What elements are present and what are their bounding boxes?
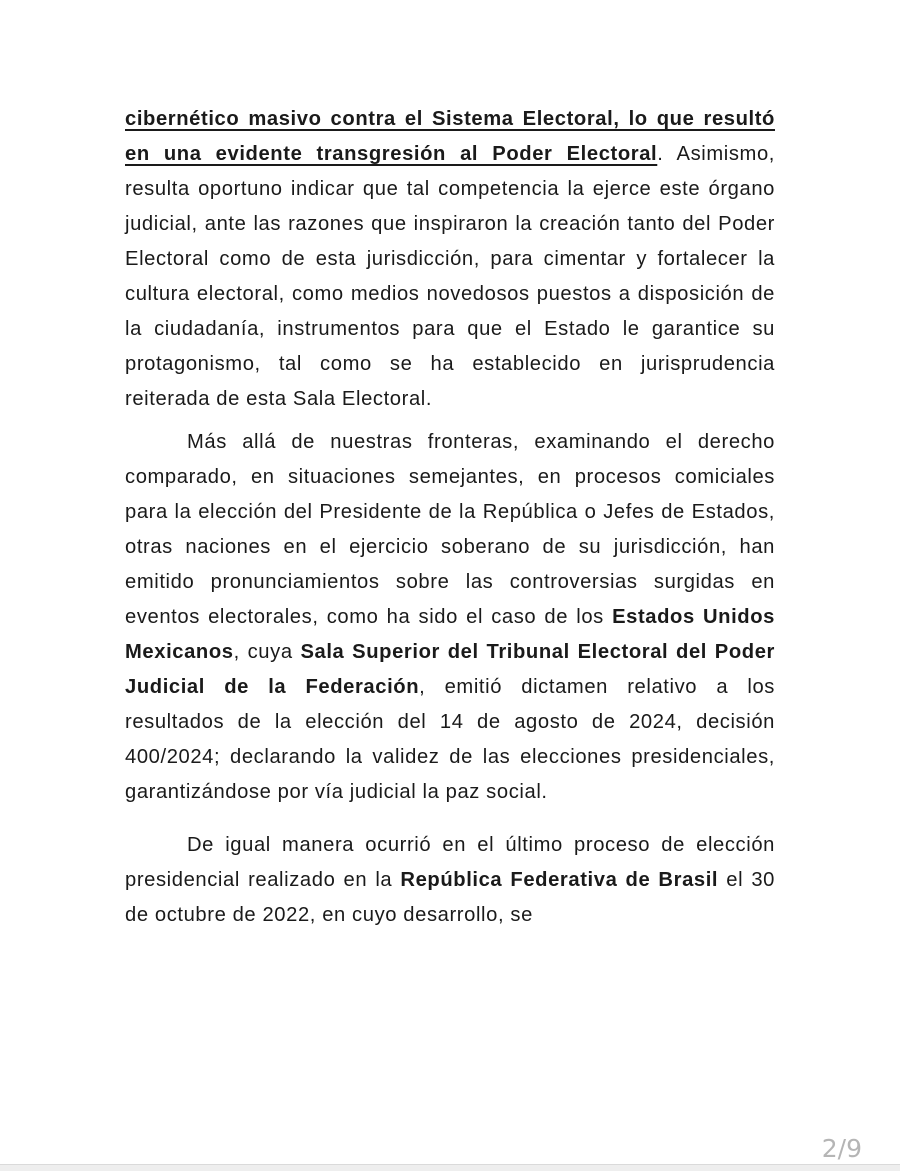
paragraph-1-text: Asimismo, resulta oportuno indicar que tal competencia la ejerce este órgano judicial, ante las razones que inspiraron la creación tanto del Poder Electoral como de esta jurisdicción, para cimentar y fortalecer la cultura electoral, como medios novedosos puestos a disposición de la ciudadanía, instrumentos para que el Estado le garantice su protagonismo, tal como se ha establecido en jurisprudencia reiterada de esta Sala Electoral. — [125, 143, 775, 410]
paragraph-3-text-1: De igual manera ocurrió en el último proceso de elección presidencial realizado en la — [125, 834, 775, 891]
paragraph-2-text-3: , emitió dictamen relativo a los resultados de la elección del 14 de agosto de 2024, decisión 400/2024; declarando la validez de las elecciones presidenciales, garantizándose por vía judicial la paz social. — [125, 676, 775, 803]
bold-country-brasil: República Federativa de Brasil — [400, 869, 719, 891]
document-body — [125, 102, 775, 933]
paragraph-2-text-1: Más allá de nuestras fronteras, examinando el derecho comparado, en situaciones semejantes, en procesos comiciales para la elección del Presidente de la República o Jefes de Estados, otras naciones en el ejercicio soberano de su jurisdicción, han emitido pronunciamientos sobre las controversias surgidas en eventos electorales, como ha sido el caso de los — [125, 431, 775, 628]
paragraph-2 — [125, 425, 775, 810]
paragraph-3 — [125, 828, 775, 933]
underlined-bold-text: cibernético masivo contra el Sistema Electoral, lo que resultó en una evidente transgresión al Poder Electoral — [125, 108, 775, 165]
paragraph-2-text-2: , cuya — [233, 641, 301, 663]
paragraph-1 — [125, 102, 775, 417]
bold-tribunal-name: Sala Superior del Tribunal Electoral del Poder Judicial de la Federación — [125, 641, 776, 698]
bold-country-mexico: Estados Unidos Mexicanos — [125, 606, 775, 663]
paragraph-1-period: . — [657, 143, 664, 165]
paragraph-3-text-2: el 30 de octubre de 2022, en cuyo desarrollo, se — [125, 869, 775, 926]
page-number: 2/9 — [821, 1134, 862, 1163]
